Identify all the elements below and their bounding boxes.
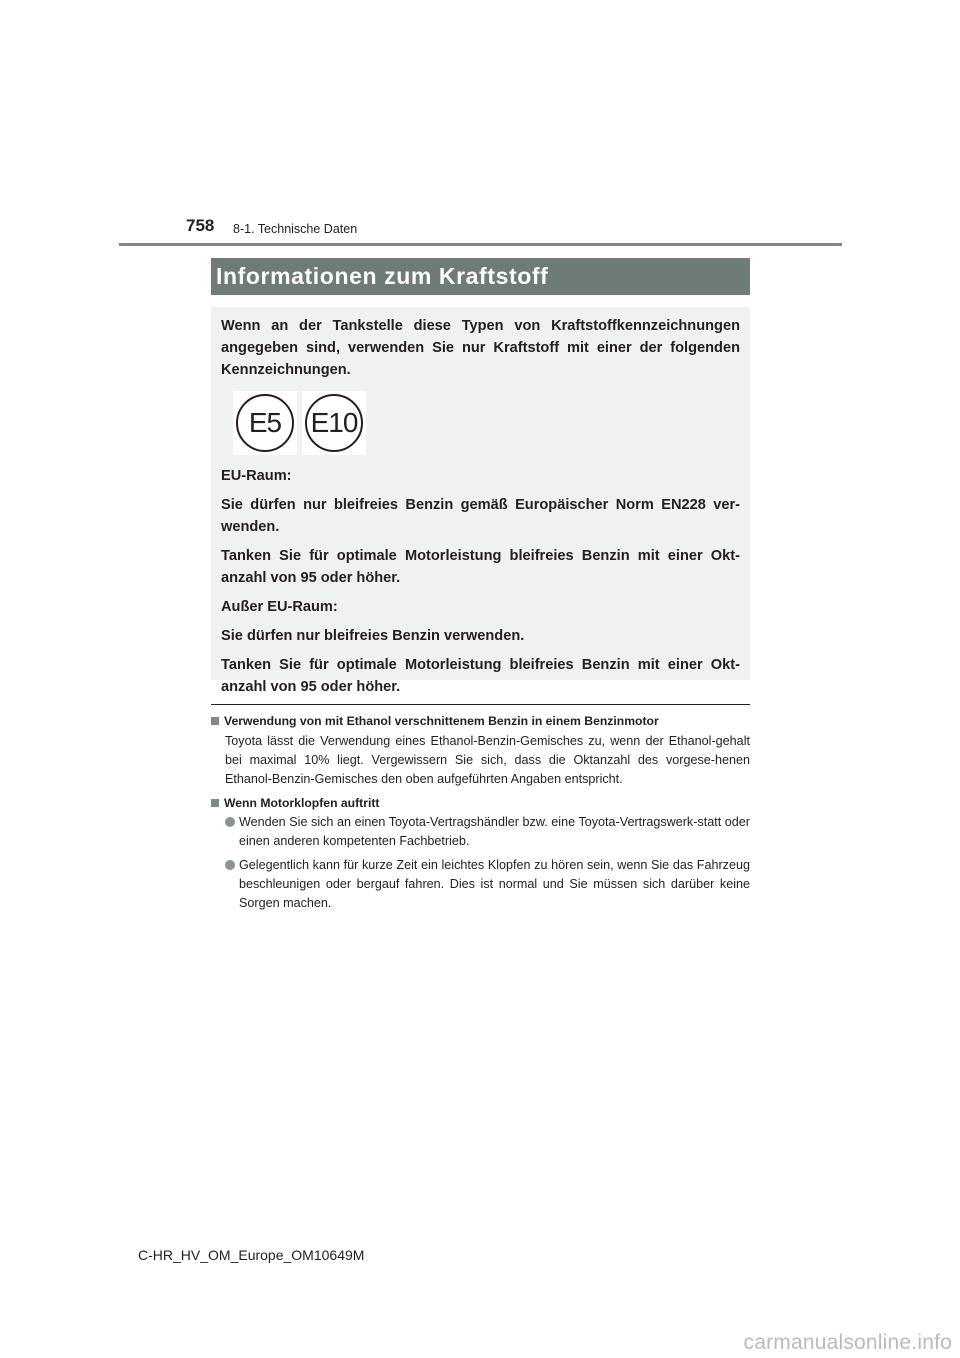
- knocking-heading-text: Wenn Motorklopfen auftritt: [224, 796, 380, 810]
- fuel-label-e10: [302, 391, 366, 455]
- fuel-labels: [233, 391, 740, 455]
- knocking-item-dealer-text: Wenden Sie sich an einen Toyota-Vertragshändler bzw. eine Toyota-Vertragswerk-statt oder einen anderen kompetenten Fachbetrieb.: [239, 815, 750, 848]
- ethanol-heading-text: Verwendung von mit Ethanol verschnittenem Benzin in einem Benzinmotor: [224, 714, 659, 728]
- circle-bullet-icon: [225, 817, 235, 827]
- fuel-label-e5-text: E5: [236, 394, 294, 452]
- section-label: 8-1. Technische Daten: [233, 222, 358, 236]
- section-title-bar: [211, 258, 750, 295]
- ethanol-note-text: Toyota lässt die Verwendung eines Ethanol-Benzin-Gemisches zu, wenn der Ethanol-gehalt bei maximal 10% liegt. Vergewissern Sie sich, dass die Oktanzahl des vorgese-henen Ethanol-Benzin-Gemisches den oben aufgeführten Angaben entspricht.: [225, 734, 750, 786]
- fuel-intro-text: Wenn an der Tankstelle diese Typen von Kraftstoffkennzeichnungen angegeben sind, verwenden Sie nur Kraftstoff mit einer der folgenden Kennzeichnungen.: [221, 318, 740, 378]
- fuel-label-e5: [233, 391, 297, 455]
- watermark: carmanualsonline.info: [743, 1331, 952, 1354]
- square-bullet-icon: [211, 717, 219, 725]
- knocking-item-normal: [239, 856, 750, 913]
- fuel-label-e10-text: E10: [305, 394, 363, 452]
- non-eu-region-label: Außer EU-Raum:: [221, 599, 338, 615]
- circle-bullet-icon: [225, 860, 235, 870]
- square-bullet-icon: [211, 799, 219, 807]
- fuel-info-box: [211, 307, 750, 695]
- header-rule: [119, 243, 842, 246]
- non-eu-fuel-text: Sie dürfen nur bleifreies Benzin verwenden.: [221, 628, 525, 644]
- knocking-item-normal-text: Gelegentlich kann für kurze Zeit ein leichtes Klopfen zu hören sein, wenn Sie das Fahrzeug beschleunigen oder bergauf fahren. Dies ist normal und Sie müssen sich darüber keine Sorgen machen.: [239, 858, 750, 910]
- section-separator: [211, 704, 750, 705]
- page-number: 758: [186, 216, 215, 235]
- ethanol-note-heading: [211, 712, 750, 731]
- non-eu-octane-text: Tanken Sie für optimale Motorleistung bleifreies Benzin mit einer Okt-anzahl von 95 oder höher.: [221, 657, 740, 695]
- eu-octane-text: Tanken Sie für optimale Motorleistung bleifreies Benzin mit einer Okt-anzahl von 95 oder höher.: [221, 548, 740, 586]
- knocking-note-heading: [211, 794, 750, 813]
- eu-fuel-norm-text: Sie dürfen nur bleifreies Benzin gemäß Europäischer Norm EN228 ver-wenden.: [221, 497, 740, 535]
- document-footer: C-HR_HV_OM_Europe_OM10649M: [138, 1247, 365, 1263]
- knocking-item-dealer: [239, 813, 750, 851]
- page-title: Informationen zum Kraftstoff: [216, 263, 549, 289]
- eu-region-label: EU-Raum:: [221, 468, 292, 484]
- notes-section: [211, 712, 750, 918]
